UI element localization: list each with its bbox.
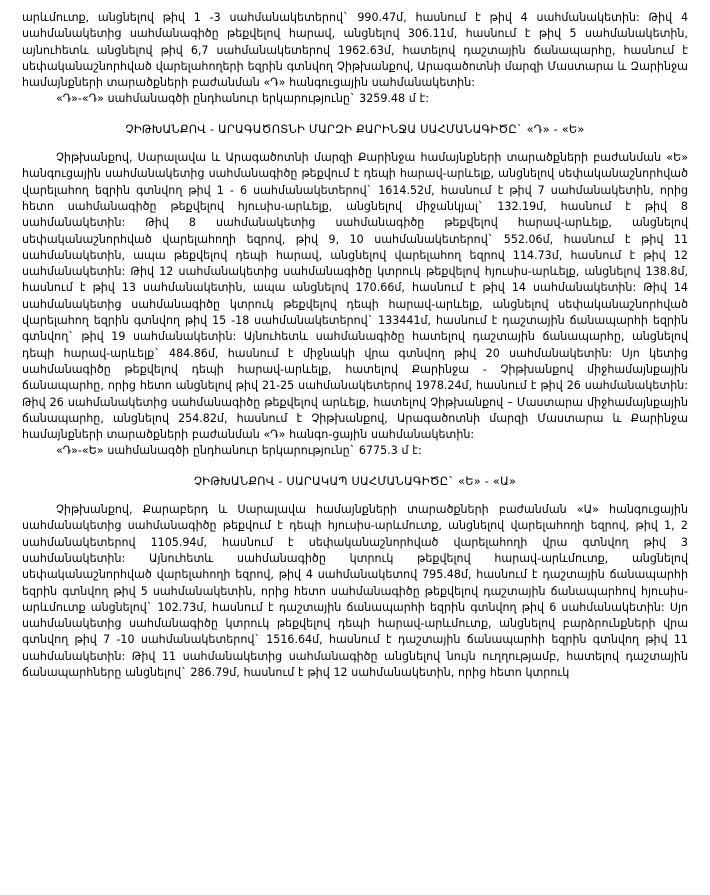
section-heading: ՉԻԹԽԱՆՔՈՎ - ԱՐԱԳԱԾՈՏՆԻ ՄԱՐԶԻ ՔԱՐԻՆՋԱ ՍԱՀՄԱՆԱԳԻԾԸ` «Դ» - «Ե» [125,121,585,136]
body-paragraph: «Դ»-«Ե» սահմանագծի ընդհանուր երկարությունը` 6775.3 մ է: [56,444,422,458]
body-paragraph: Չիթխանքով, Քարաբերդ և Սարալավա համայնքների տարածքների բաժանման «Ա» հանգուցային սահմանակետից սահմանագիծը թեքվում է դեպի հյուսիս-արևմուտք, անցնելով վարելահողի եզրով, թիվ 1, 2 սահմանակետերով 1105.94մ, հասնում է սեփականաշնորհված վարելահողի վրա գտնվող թիվ 3 սահմանակետին: Այնուհետև սահմանագիծը կտրուկ թեքվելով հարավ-արևմուտք, անցնելով սեփականաշնորհված վարելահողի եզրով, թիվ 4 սահմանակետով 795.48մ, հասնում է դաշտային ճանապարհի եզրին գտնվող թիվ 5 սահմանակետին, որից հետո սահմանագիծը թեքվելով դաշտային ճանապարհով հյուսիս-արևմուտք անցնելով` 102.73մ, հասնում է դաշտային ճանապարհի եզրին գտնվող թիվ 6 սահմանակետին: Սյո սահմանակետից սահմանագիծը կտրուկ թեքվելով դեպի հարավ-արևմուտք, անցնելով բարձրունքների վրա գտնվող թիվ 7 -10 սահմանակետերով` 1516.64մ, հասնում է դաշտային ճանապարհի եզրին գտնվող թիվ 11 սահմանակետին: Թիվ 11 սահմանակետից սահմանագիծը անցնելով նույն ուղղությամբ, հատելով դաշտային ճանապարհները անցնելով` 286.79մ, հասնում է թիվ 12 սահմանակետին, որից հետո կտրուկ [22,503,688,679]
document-body [22,10,688,681]
body-paragraph: արևմուտք, անցնելով թիվ 1 -3 սահմանակետերով` 990.47մ, հասնում է թիվ 4 սահմանակետին: Թիվ 4 սահմանակետից սահմանագիծը թեքվելով հարավ, անցնելով 306.11մ, հասնում է թիվ 5 սահմանակետին, այնուհետև անցնելով թիվ 6,7 սահմանակետերով 1962.63մ, հատելով դաշտային ճանապարհը, հասնում է սեփականաշնորհված վարելահողերի եզրին գտնվող Չիթխանքով, Արագածոտնի մարզի Մաստարա և Զարինջա համայնքների տարածքների բաժանման «Դ» հանգուցային սահմանակետին: [22,11,688,90]
body-paragraph: «Դ»-«Դ» սահմանագծի ընդհանուր երկարությունը` 3259.48 մ է: [56,92,429,106]
body-paragraph: Չիթխանքով, Սարալավա և Արագածոտնի մարզի Քարինջա համայնքների տարածքների բաժանման «Ե» հանգուցային սահմանակետից սահմանագիծը թեքվում է դեպի հարավ-արևելք, անցնելով սեփականաշնորհված վարելահող եզրին գտնվող թիվ 1 - 6 սահմանակետերով` 1614.52մ, հասնում է թիվ 7 սահմանակետին, որից հետո սահմանագիծը թեքվելով հյուսիս-արևելք, անցնելով միջանկյալ` 132.19մ, հասնում է թիվ 8 սահմանակետին: Թիվ 8 սահմանակետից սահմանագիծը թեքվելով հարավ-արևելք, անցնելով սեփականաշնորհված վարելահողի եզրով, թիվ 9, 10 սահմանակետերով` 552.06մ, հասնում է թիվ 11 սահմանակետին, ապա թեքվելով դեպի հարավ, անցնելով վարելահող եզրով 114.73մ, հասնում է թիվ 12 սահմանակետին: Թիվ 12 սահմանակետից սահմանագիծը կտրուկ թեքվելով հյուսիս-արևելք, անցնելով 138.8մ, հասնում է թիվ 13 սահմանակետին, ապա անցնելով 170.66մ, հասնում է թիվ 14 սահմանակետին: Թիվ 14 սահմանակետից սահմանագիծը կտրուկ թեքվելով դեպի հարավ-արևելք, անցնելով սեփականաշնորհված վարելահող եզրին գտնվող թիվ 15 -18 սահմանակետերով` 133441մ, հասնում է դաշտային ճանապարհի եզրին գտնվող` թիվ 19 սահմանակետին: Այնուհետև սահմանագիծը հատելով դաշտային ճանապարհը, անցնելով դեպի հարավ-արևելք` 484.86մ, հասնում է միջնակի վրա գտնվող թիվ 20 սահմանակետին: Սյո կետից սահմանագիծը թեքվելով դեպի հարավ-արևելք, հատելով Քարինջա - Չիթխանքով միջհամայնքային ճանապարհը, որից հետո անցնելով թիվ 21-25 սահմանակետերով 1978.24մ, հասնում է թիվ 26 սահմանակետին: Թիվ 26 սահմանակետից սահմանագիծը թեքվելով արևելք, հատելով Չիթխանքով – Մաստարա միջհամայնքային ճանապարհը, անցնելով 254.82մ, հասնում է Չիթխանքով, Արագածոտնի մարզի Մաստարա և Քարինջա համայնքների տարածքների բաժանման «Դ» հանգո-ցային սահմանակետին: [22,151,688,442]
section-heading: ՉԻԹԽԱՆՔՈՎ - ՍԱՐԱԿԱՊ ՍԱՀՄԱՆԱԳԻԾԸ` «Ե» - «Ա» [193,473,517,488]
